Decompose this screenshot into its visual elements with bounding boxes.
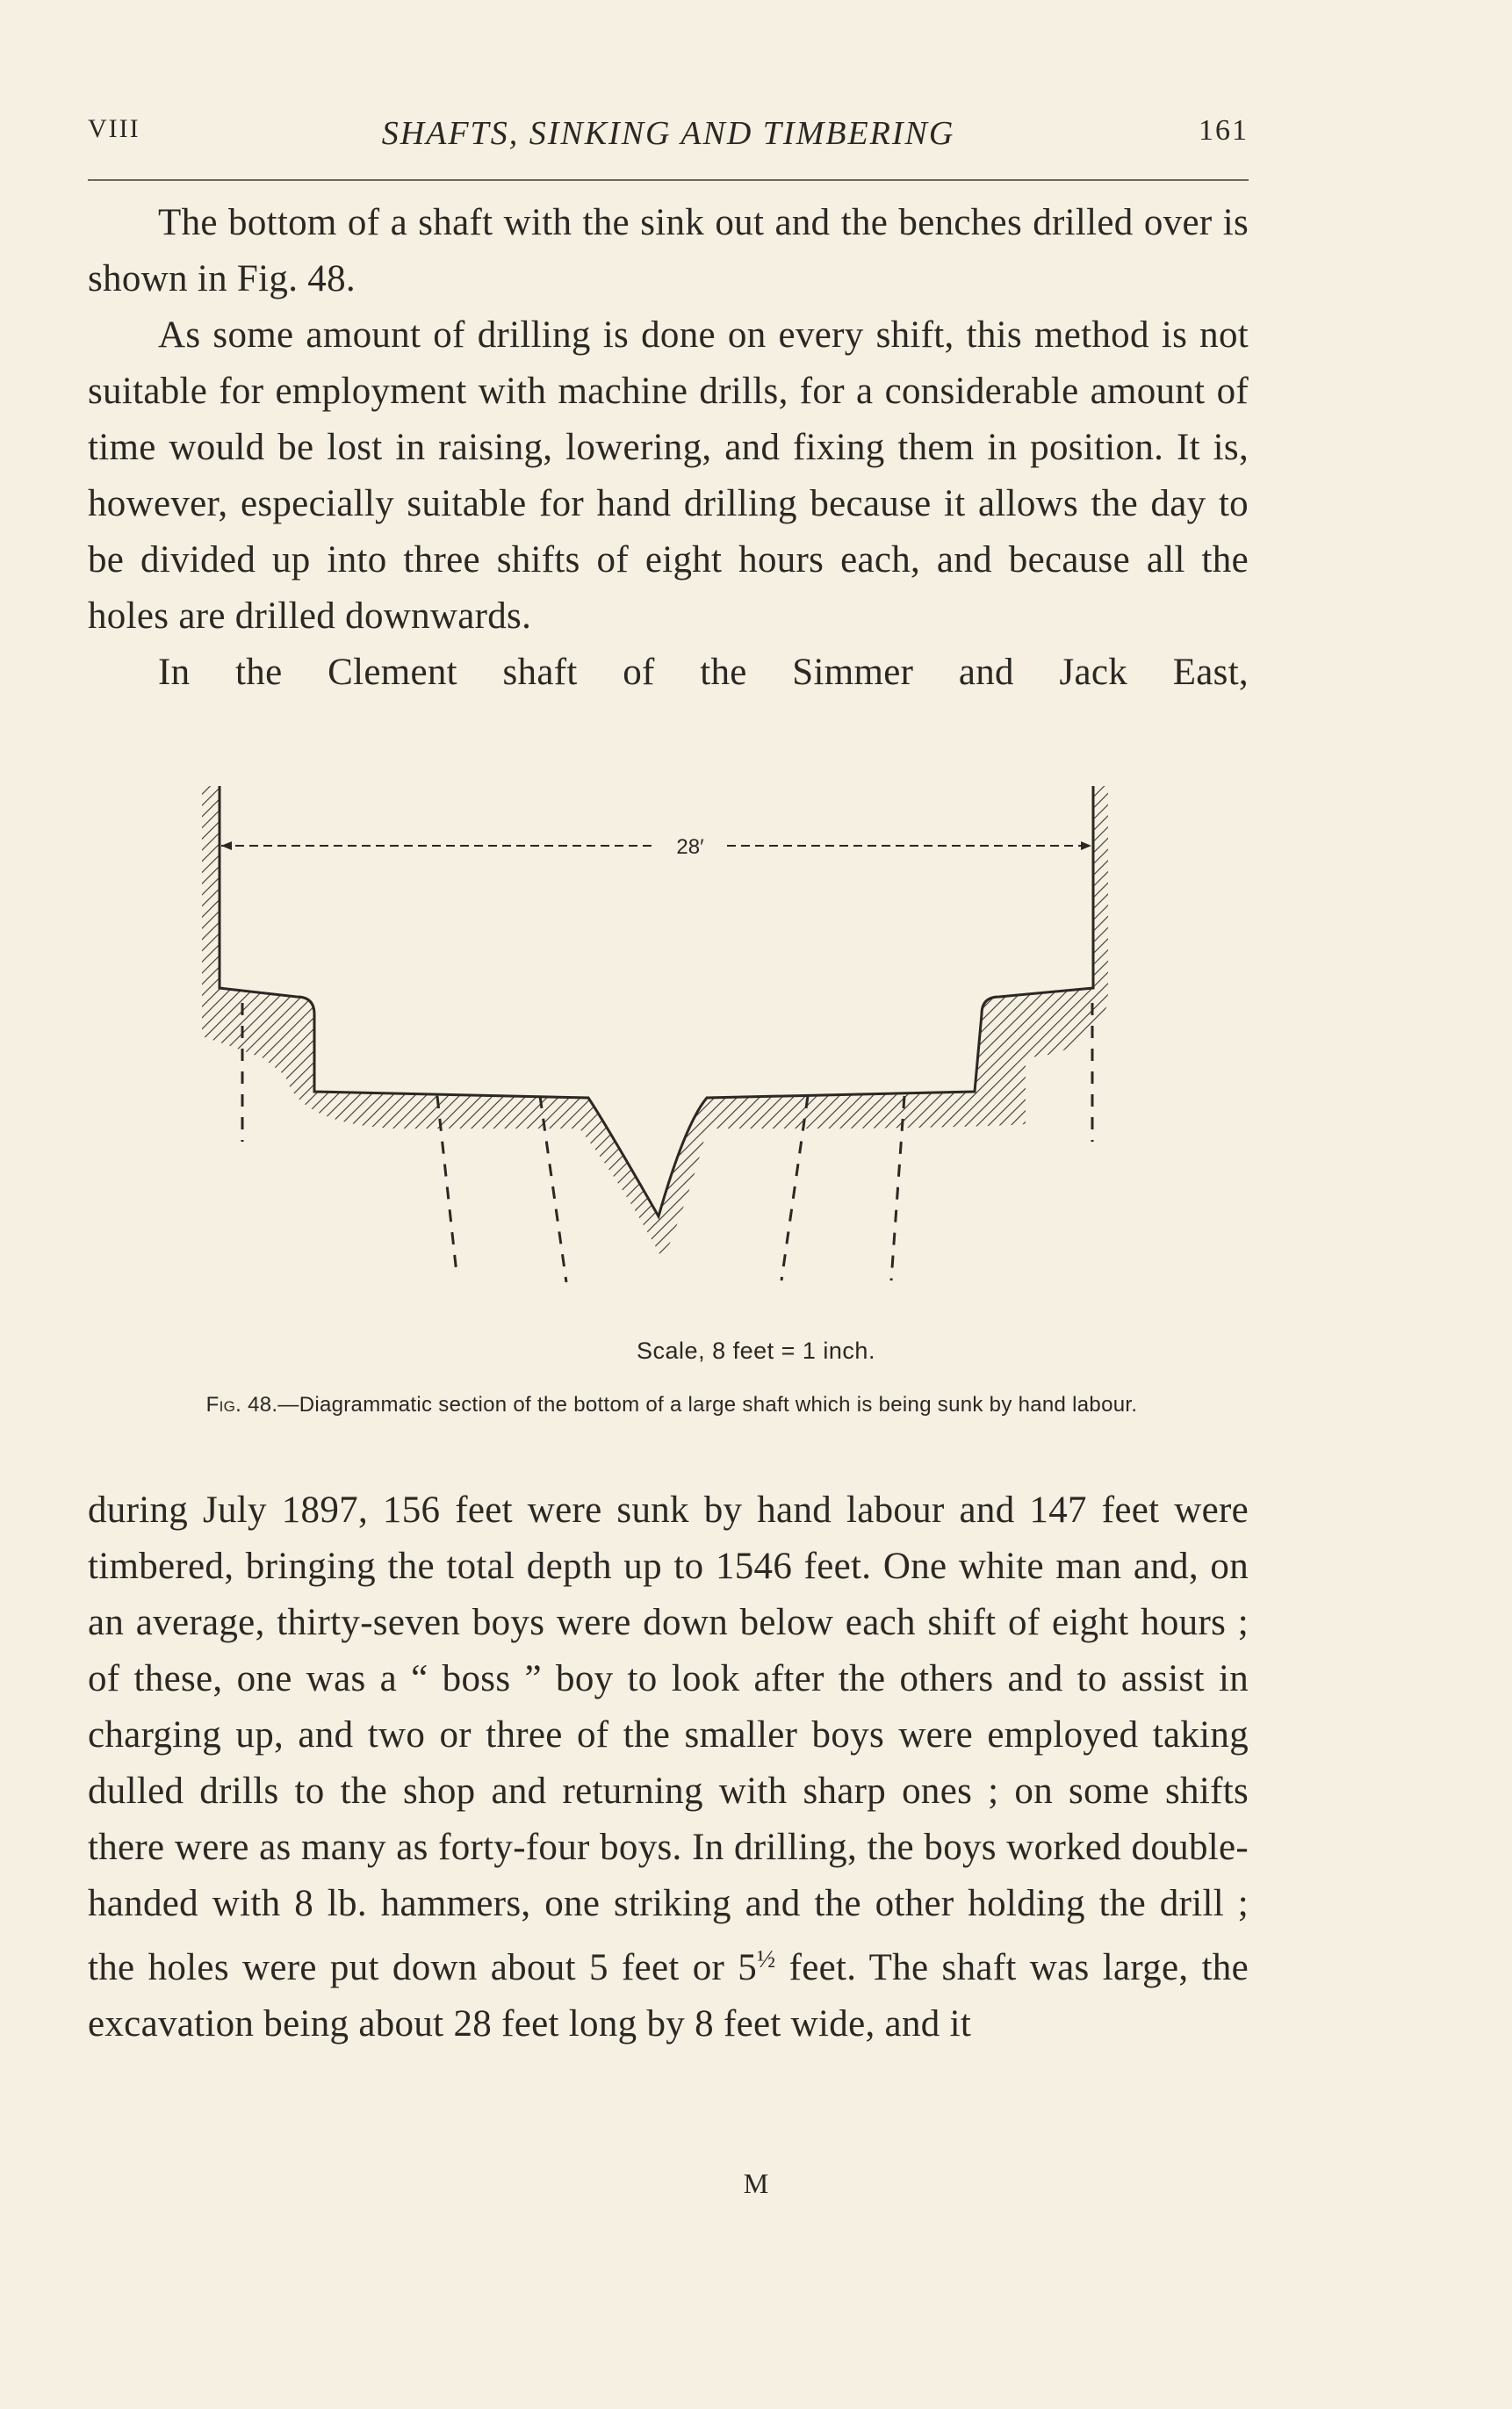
running-header	[88, 114, 1249, 158]
paragraph-2: As some amount of drilling is done on every shift, this method is not suitable for employment with machine drills, for a considerable amount of time would be lost in raising, lowering, and fixing them in position. It is, however, especially suitable for hand drilling because it allows the day to be divided up into three shifts of eight hours each, and because all the holes are drilled downwards.	[88, 314, 1249, 637]
body-text-top	[88, 195, 1249, 701]
paragraph-4	[88, 1482, 1249, 2052]
caption-text: —Diagrammatic section of the bottom of a large shaft which is being sunk by hand labour.	[277, 1393, 1138, 1417]
dimension-arrow-right	[1081, 841, 1091, 850]
shaft-outline	[220, 786, 1093, 1216]
figure-label: Fig. 48.	[205, 1393, 278, 1417]
figure-caption	[167, 1388, 1177, 1423]
header-rule	[88, 179, 1249, 181]
paragraph-4-text-b: feet. The shaft was large, the excavation being about 28 feet long by 8 feet wide, and it	[88, 1947, 1249, 2045]
page-number: 161	[1199, 114, 1249, 147]
figure-48-diagram	[167, 773, 1177, 1335]
running-title: SHAFTS, SINKING AND TIMBERING	[381, 115, 955, 152]
body-text-bottom	[88, 1482, 1249, 2052]
chapter-number: VIII	[88, 114, 140, 143]
dimension-arrow-left	[221, 841, 232, 850]
paragraph-3: In the Clement shaft of the Simmer and Jack East,	[158, 652, 1249, 693]
dimension-label: 28′	[676, 835, 704, 859]
figure-scale: Scale, 8 feet = 1 inch.	[637, 1338, 875, 1364]
paragraph-1: The bottom of a shaft with the sink out and the benches drilled over is shown in Fig. 48.	[88, 202, 1249, 299]
fraction-half: ½	[757, 1946, 776, 1973]
rock-hatching	[202, 786, 1108, 1260]
signature-mark: M	[743, 2167, 769, 2199]
paragraph-4-text-a: during July 1897, 156 feet were sunk by hand labour and 147 feet were timbered, bringing the total depth up to 1546 feet. One white man and, on an average, thirty-seven boys were down below each shift of eight hours ; of these, one was a “ boss ” boy to look after the others and to assist in charging up, and two or three of the smaller boys were employed taking dulled drills to the shop and returning with sharp ones ; on some shifts there were as many as forty-four boys. In drilling, the boys worked double-handed with 8 lb. hammers, one striking and the other holding the drill ; the holes were put down about 5 feet or 5	[88, 1489, 1249, 1988]
